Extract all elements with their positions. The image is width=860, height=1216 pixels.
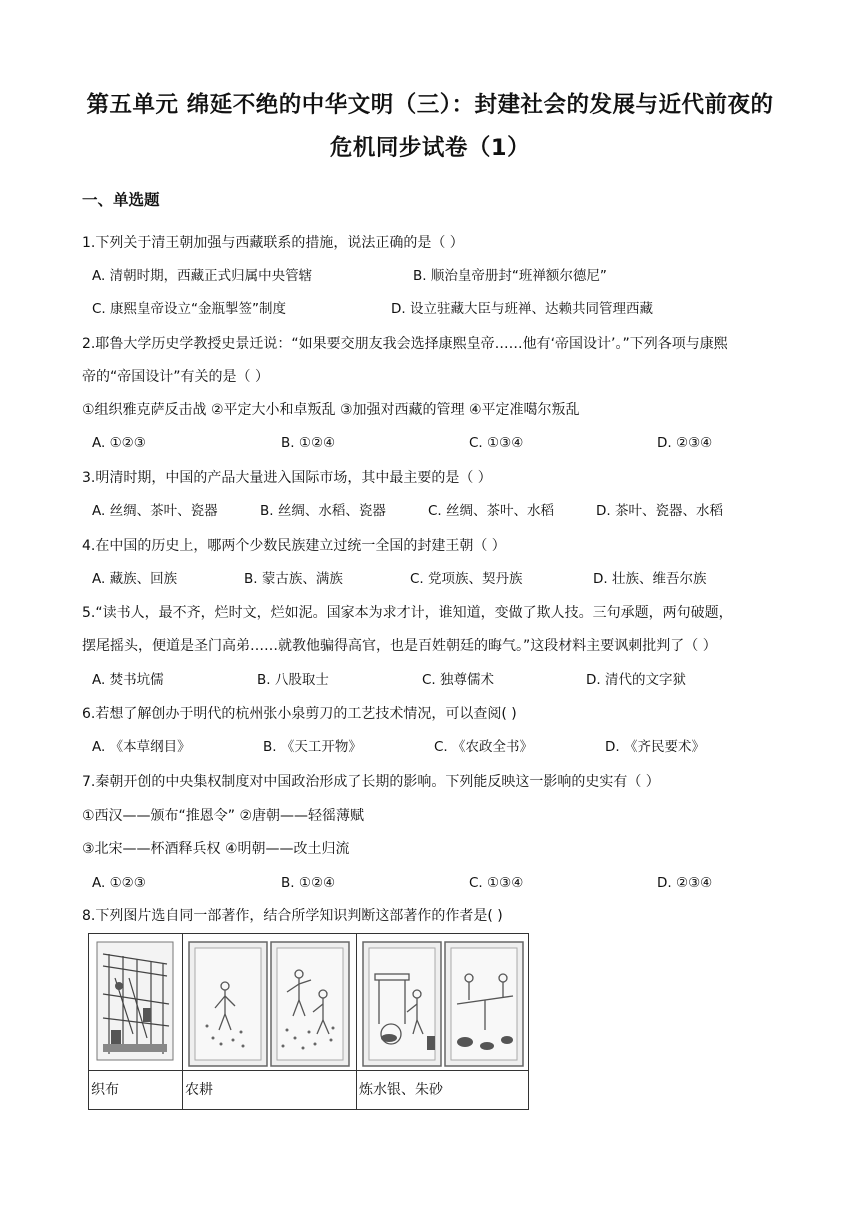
question-6-option-b[interactable]: B. 《天工开物》 bbox=[263, 739, 362, 755]
question-3-option-c[interactable]: C. 丝绸、茶叶、水稻 bbox=[428, 503, 555, 519]
caption-weaving: 织布 bbox=[89, 1071, 183, 1110]
question-5-stem-line-1: 5.“读书人，最不齐，烂时文，烂如泥。国家本为求才计，谁知道，变做了欺人技。三句承题，两句破题， bbox=[82, 605, 733, 621]
question-3-option-a[interactable]: A. 丝绸、茶叶、瓷器 bbox=[92, 503, 218, 519]
question-2-stem-line-2: 帝的“帝国设计”有关的是（ ） bbox=[82, 369, 269, 385]
question-7-option-c[interactable]: C. ①③④ bbox=[469, 875, 524, 891]
question-2-stem-line-1: 2.耶鲁大学历史学教授史景迁说：“如果要交朋友我会选择康熙皇帝……他有‘帝国设计’。”下列各项与康熙 bbox=[82, 336, 728, 352]
farming-illustration bbox=[183, 934, 357, 1071]
weaving-illustration bbox=[89, 934, 183, 1071]
question-8-stem: 8.下列图片选自同一部著作，结合所学知识判断这部著作的作者是( ) bbox=[82, 908, 503, 924]
question-7-option-a[interactable]: A. ①②③ bbox=[92, 875, 146, 891]
question-6-option-c[interactable]: C. 《农政全书》 bbox=[434, 739, 534, 755]
question-5-option-a[interactable]: A. 焚书坑儒 bbox=[92, 672, 164, 688]
question-6-option-a[interactable]: A. 《本草纲目》 bbox=[92, 739, 191, 755]
question-7-stem: 7.秦朝开创的中央集权制度对中国政治形成了长期的影响。下列能反映这一影响的史实有（ ） bbox=[82, 774, 660, 790]
question-4-stem: 4.在中国的历史上，哪两个少数民族建立过统一全国的封建王朝（ ） bbox=[82, 538, 506, 554]
question-6-stem: 6.若想了解创办于明代的杭州张小泉剪刀的工艺技术情况，可以查阅( ) bbox=[82, 706, 517, 722]
question-8-figure-table bbox=[88, 933, 529, 1110]
caption-mercury-cinnabar: 炼水银、朱砂 bbox=[357, 1071, 529, 1110]
mercury-cinnabar-illustration bbox=[357, 934, 529, 1071]
page-title-line-2: 危机同步试卷（1） bbox=[329, 135, 531, 161]
question-4-option-a[interactable]: A. 藏族、回族 bbox=[92, 571, 178, 587]
question-2-option-a[interactable]: A. ①②③ bbox=[92, 435, 146, 451]
question-3-option-b[interactable]: B. 丝绸、水稻、瓷器 bbox=[260, 503, 386, 519]
page-title-line-1: 第五单元 绵延不绝的中华文明（三）：封建社会的发展与近代前夜的 bbox=[86, 92, 774, 118]
question-2-option-b[interactable]: B. ①②④ bbox=[281, 435, 336, 451]
question-4-option-b[interactable]: B. 蒙古族、满族 bbox=[244, 571, 343, 587]
question-7-option-d[interactable]: D. ②③④ bbox=[657, 875, 713, 891]
question-6-option-d[interactable]: D. 《齐民要术》 bbox=[605, 739, 705, 755]
question-5-option-c[interactable]: C. 独尊儒术 bbox=[422, 672, 495, 688]
question-5-option-d[interactable]: D. 清代的文字狱 bbox=[586, 672, 686, 688]
question-3-option-d[interactable]: D. 茶叶、瓷器、水稻 bbox=[596, 503, 723, 519]
question-1-option-b[interactable]: B. 顺治皇帝册封“班禅额尔德尼” bbox=[413, 268, 607, 284]
section-heading: 一、单选题 bbox=[82, 191, 160, 209]
question-7-option-b[interactable]: B. ①②④ bbox=[281, 875, 336, 891]
question-4-option-c[interactable]: C. 党项族、契丹族 bbox=[410, 571, 523, 587]
question-2-statements: ①组织雅克萨反击战 ②平定大小和卓叛乱 ③加强对西藏的管理 ④平定准噶尔叛乱 bbox=[82, 402, 580, 418]
question-1-option-a[interactable]: A. 清朝时期，西藏正式归属中央管辖 bbox=[92, 268, 313, 284]
question-7-statements-line-2: ③北宋——杯酒释兵权 ④明朝——改土归流 bbox=[82, 841, 350, 857]
question-4-option-d[interactable]: D. 壮族、维吾尔族 bbox=[593, 571, 707, 587]
question-7-statements-line-1: ①西汉——颁布“推恩令” ②唐朝——轻徭薄赋 bbox=[82, 808, 365, 824]
question-1-option-d[interactable]: D. 设立驻藏大臣与班禅、达赖共同管理西藏 bbox=[391, 301, 653, 317]
question-2-option-c[interactable]: C. ①③④ bbox=[469, 435, 524, 451]
question-3-stem: 3.明清时期，中国的产品大量进入国际市场，其中最主要的是（ ） bbox=[82, 470, 492, 486]
caption-farming: 农耕 bbox=[183, 1071, 357, 1110]
question-2-option-d[interactable]: D. ②③④ bbox=[657, 435, 713, 451]
question-1-option-c[interactable]: C. 康熙皇帝设立“金瓶掣签”制度 bbox=[92, 301, 286, 317]
question-1-stem: 1.下列关于清王朝加强与西藏联系的措施，说法正确的是（ ） bbox=[82, 235, 464, 251]
question-5-option-b[interactable]: B. 八股取士 bbox=[257, 672, 329, 688]
question-5-stem-line-2: 摆尾摇头，便道是圣门高弟……就教他骗得高官，也是百姓朝廷的晦气。”这段材料主要讽刺批判了（ ） bbox=[82, 638, 717, 654]
